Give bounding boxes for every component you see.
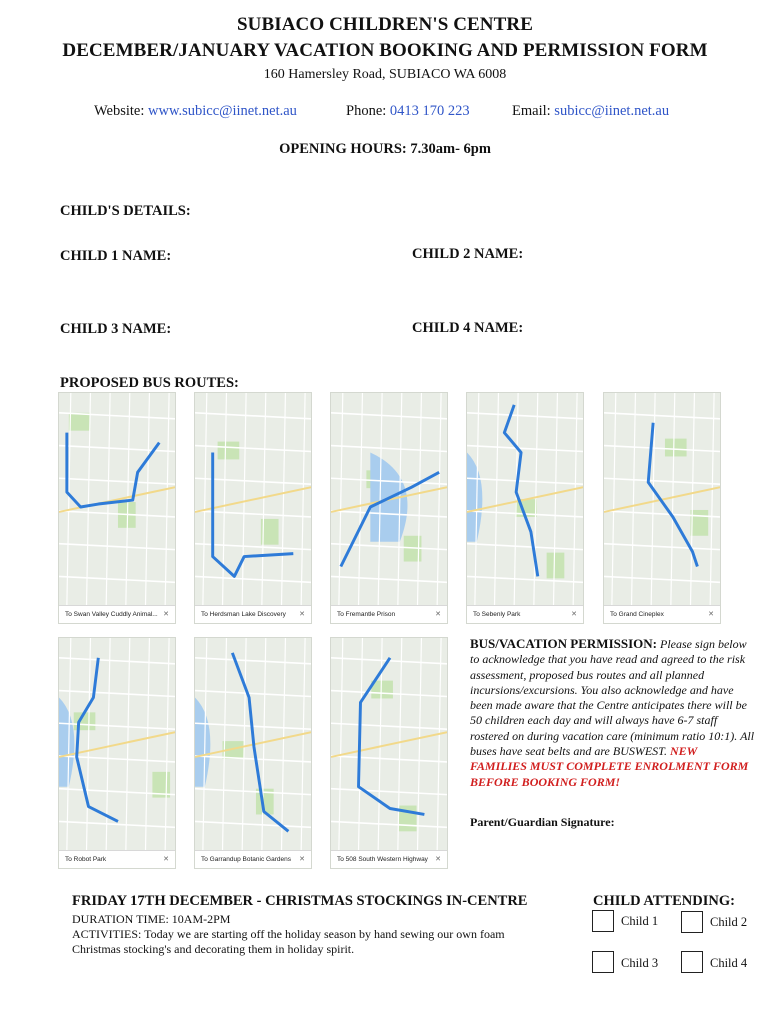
child-4-name-label: CHILD 4 NAME: bbox=[412, 320, 524, 336]
map-image bbox=[604, 393, 720, 623]
route-map-1 bbox=[58, 392, 176, 624]
close-icon: ✕ bbox=[571, 611, 577, 618]
route-map-6 bbox=[58, 637, 176, 869]
child-4-checkbox-label: Child 4 bbox=[710, 956, 748, 970]
map-image bbox=[467, 393, 583, 623]
child-1-checkbox[interactable] bbox=[592, 910, 614, 932]
close-icon: ✕ bbox=[163, 856, 169, 863]
close-icon: ✕ bbox=[163, 611, 169, 618]
child-3-checkbox[interactable] bbox=[592, 951, 614, 973]
childs-details-heading: CHILD'S DETAILS: bbox=[60, 203, 191, 219]
route-map-8 bbox=[330, 637, 448, 869]
child-1-checkbox-label: Child 1 bbox=[621, 914, 659, 928]
page-title: SUBIACO CHILDREN'S CENTRE bbox=[236, 14, 533, 35]
permission-body: Please sign below to acknowledge that you have read and agreed to the risk assessment, proposed bus routes and all planned incursions/excursions. You also acknowledge and have been made aware that the Centre anticipates there will be 50 children each day and will always have 6-7 staff rostered on during vacation care (minimum ratio 10:1). All buses have seat belts and are BUSWEST. bbox=[470, 637, 755, 759]
map-caption: To Fremantle Prison ✕ bbox=[331, 605, 447, 623]
child-3-checkbox-label: Child 3 bbox=[621, 956, 659, 970]
phone-label: Phone: bbox=[346, 103, 387, 119]
email-link[interactable]: subicc@iinet.net.au bbox=[554, 103, 670, 119]
form-title: DECEMBER/JANUARY VACATION BOOKING AND PERMISSION FORM bbox=[62, 40, 708, 61]
signature-label: Parent/Guardian Signature: bbox=[470, 815, 615, 829]
child-attending-heading: CHILD ATTENDING: bbox=[593, 893, 735, 909]
map-image bbox=[331, 393, 447, 623]
close-icon: ✕ bbox=[435, 611, 441, 618]
email-contact bbox=[512, 103, 669, 120]
website-contact bbox=[94, 103, 297, 120]
child-2-name-label: CHILD 2 NAME: bbox=[412, 246, 524, 262]
bus-routes-heading: PROPOSED BUS ROUTES: bbox=[60, 375, 239, 391]
phone-link[interactable]: 0413 170 223 bbox=[389, 103, 470, 119]
map-image bbox=[59, 638, 175, 868]
phone-contact bbox=[346, 103, 470, 120]
bus-vacation-permission bbox=[470, 636, 755, 790]
map-caption: To 508 South Western Highway ✕ bbox=[331, 850, 447, 868]
map-image bbox=[331, 638, 447, 868]
event-activities: ACTIVITIES: Today we are starting off the holiday season by hand sewing our own foam Christmas stocking's and decorating them in holiday spirit. bbox=[72, 927, 505, 956]
map-image bbox=[195, 638, 311, 868]
opening-hours: OPENING HOURS: 7.30am- 6pm bbox=[279, 141, 491, 157]
close-icon: ✕ bbox=[435, 856, 441, 863]
child-3-name-label: CHILD 3 NAME: bbox=[60, 321, 172, 337]
route-map-3 bbox=[330, 392, 448, 624]
map-caption: To Garrandup Botanic Gardens ✕ bbox=[195, 850, 311, 868]
event-title: FRIDAY 17TH DECEMBER - CHRISTMAS STOCKINGS IN-CENTRE bbox=[72, 893, 528, 909]
route-map-4 bbox=[466, 392, 584, 624]
map-caption: To Sebenly Park ✕ bbox=[467, 605, 583, 623]
map-image bbox=[195, 393, 311, 623]
map-caption: To Herdsman Lake Discovery ✕ bbox=[195, 605, 311, 623]
new-families-notice: NEW FAMILIES MUST COMPLETE ENROLMENT FORM BEFORE BOOKING FORM! bbox=[470, 744, 749, 789]
address: 160 Hamersley Road, SUBIACO WA 6008 bbox=[263, 67, 507, 82]
website-link[interactable]: www.subicc@iinet.net.au bbox=[148, 103, 297, 119]
close-icon: ✕ bbox=[708, 611, 714, 618]
map-caption: To Robot Park ✕ bbox=[59, 850, 175, 868]
event-duration: DURATION TIME: 10AM-2PM bbox=[72, 912, 231, 926]
route-map-5 bbox=[603, 392, 721, 624]
permission-heading: BUS/VACATION PERMISSION: bbox=[470, 636, 657, 651]
website-label: Website: bbox=[94, 103, 145, 119]
map-image bbox=[59, 393, 175, 623]
map-caption: To Swan Valley Cuddly Animal... ✕ bbox=[59, 605, 175, 623]
child-2-checkbox[interactable] bbox=[681, 911, 703, 933]
child-1-name-label: CHILD 1 NAME: bbox=[60, 248, 172, 264]
route-map-2 bbox=[194, 392, 312, 624]
map-caption: To Grand Cineplex ✕ bbox=[604, 605, 720, 623]
close-icon: ✕ bbox=[299, 611, 305, 618]
email-label: Email: bbox=[512, 103, 551, 119]
child-2-checkbox-label: Child 2 bbox=[710, 915, 748, 929]
route-map-7 bbox=[194, 637, 312, 869]
child-4-checkbox[interactable] bbox=[681, 951, 703, 973]
close-icon: ✕ bbox=[299, 856, 305, 863]
